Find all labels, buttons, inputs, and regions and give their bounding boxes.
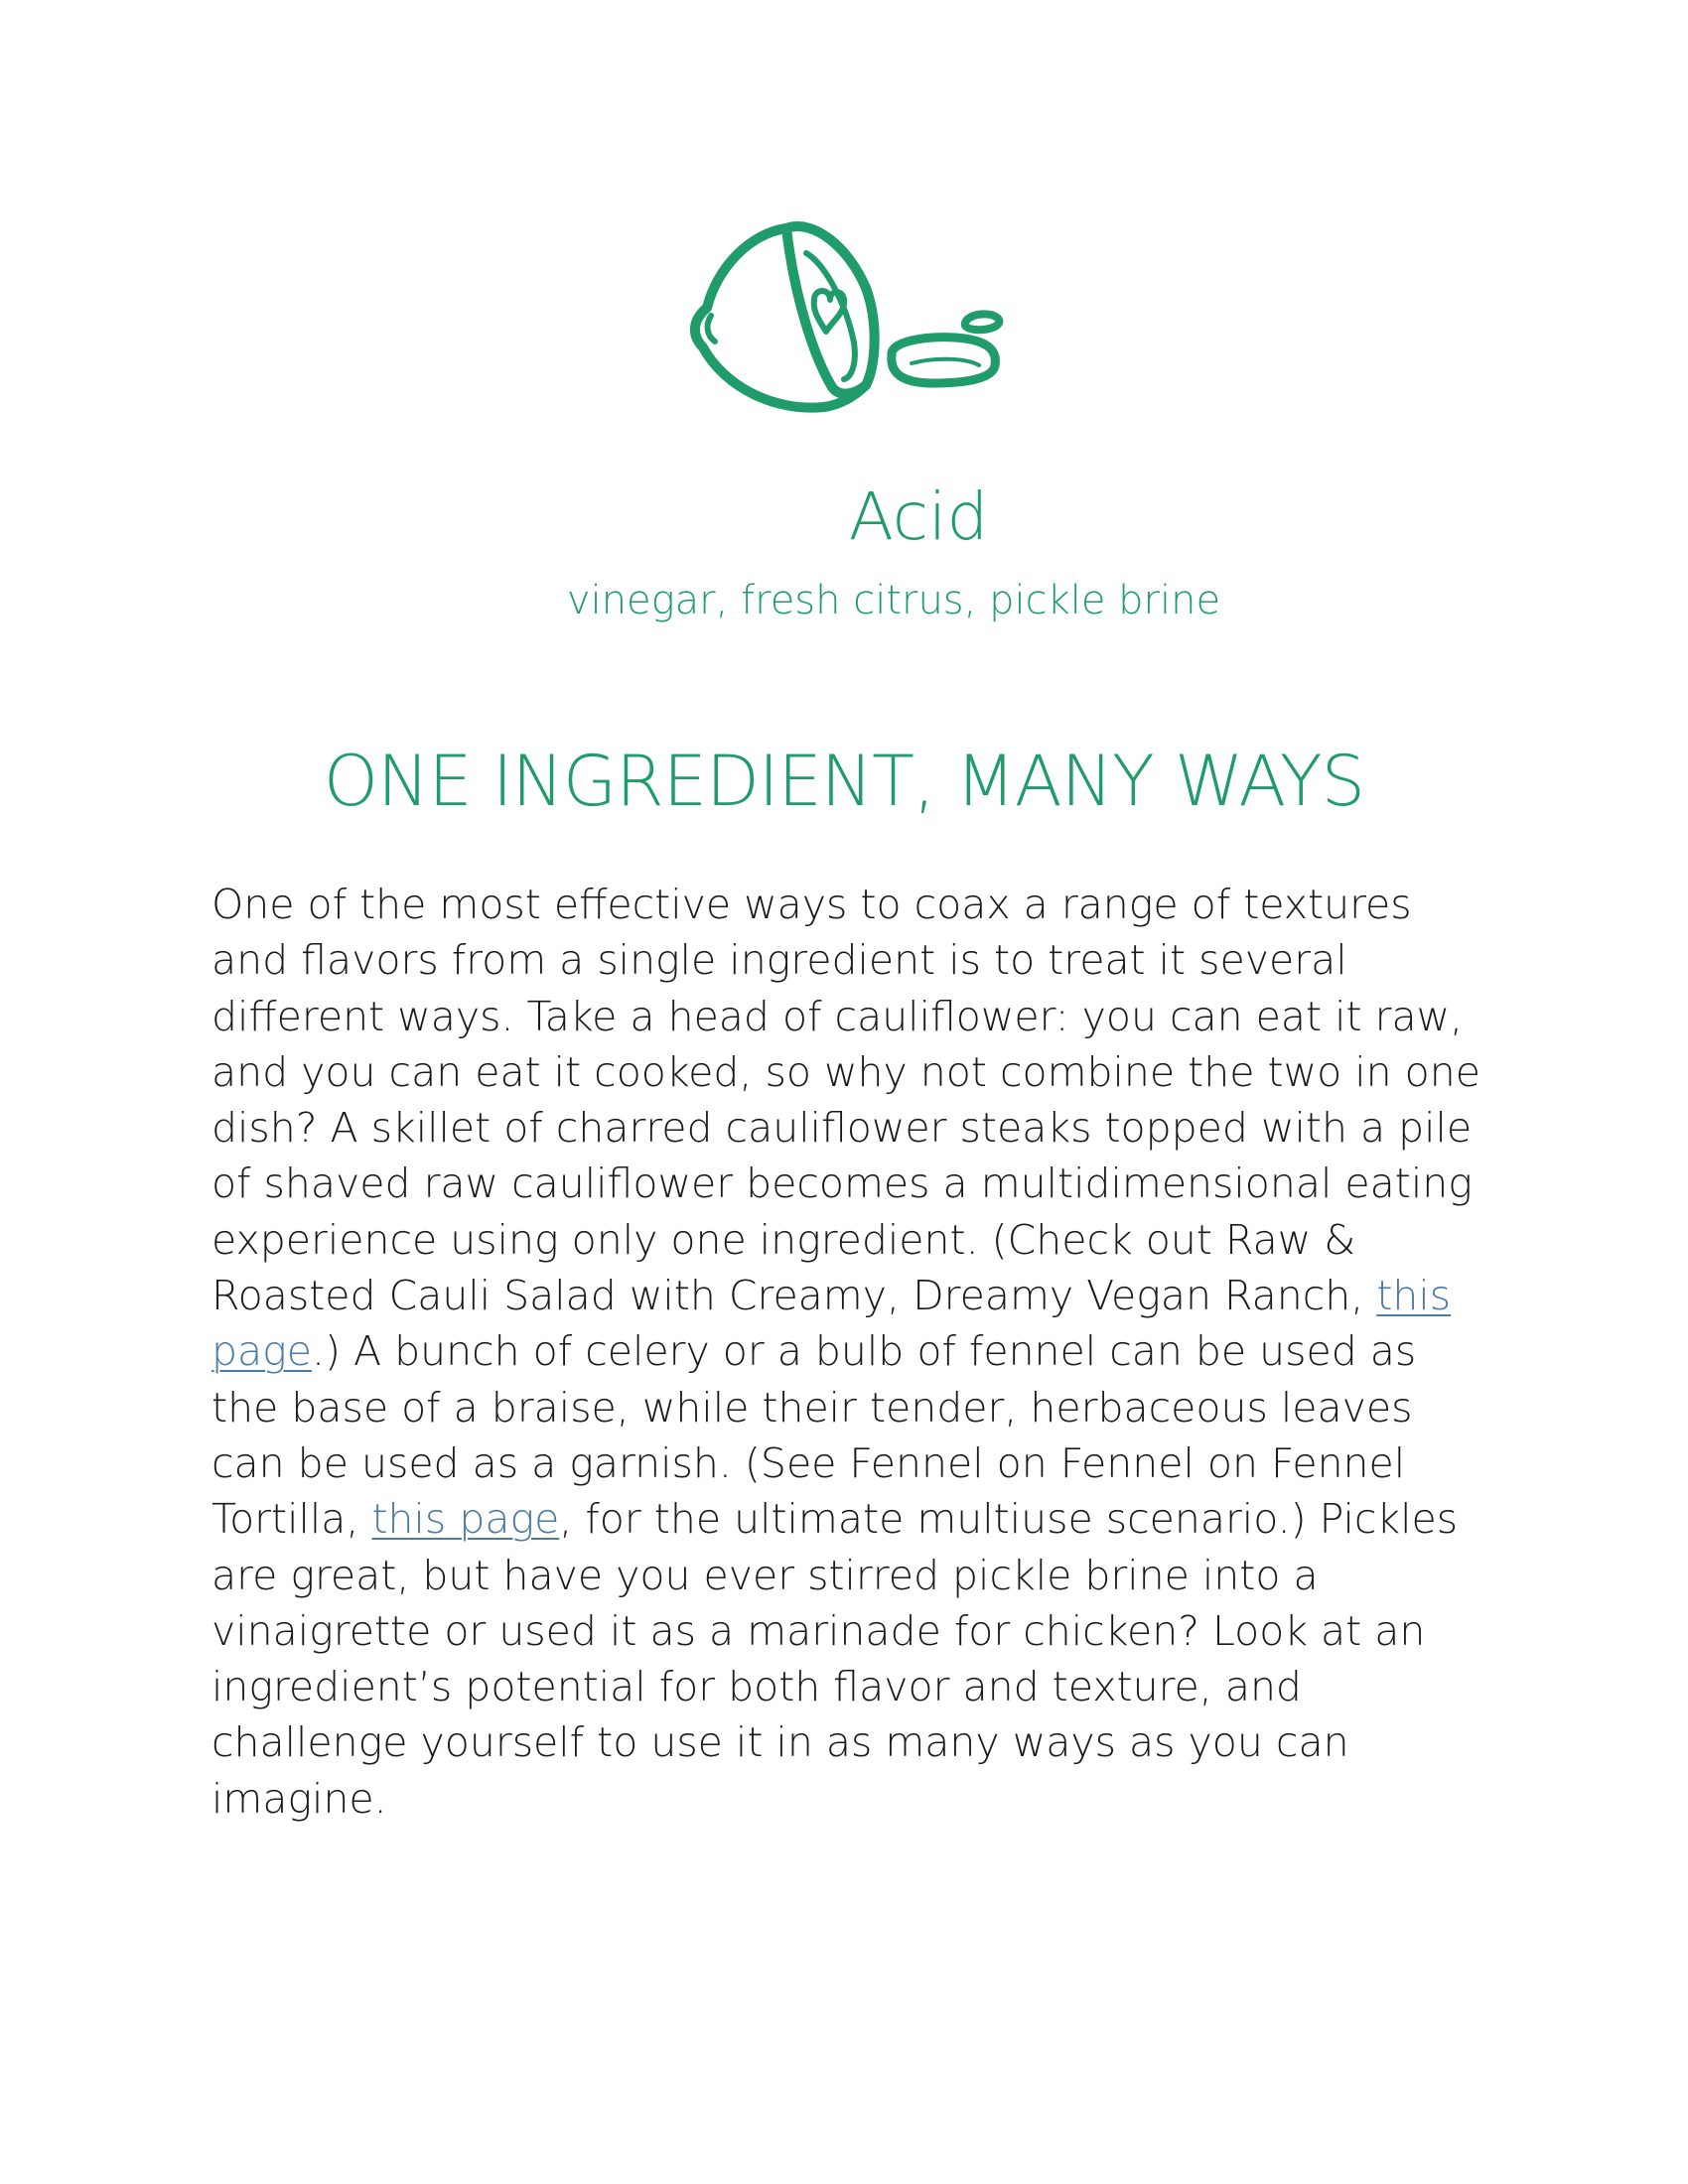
text-line	[211, 877, 1492, 932]
text-run: , for the ultimate multiuse scenario.) Pickles	[559, 1495, 1459, 1544]
text-run: are great, but have you ever stirred pickle brine into a	[211, 1551, 1319, 1599]
lemon-half-icon	[655, 208, 1033, 437]
text-run: dish? A skillet of charred cauliflower steaks topped with a pile	[211, 1104, 1473, 1153]
text-run: and flavors from a single ingredient is to treat it several	[211, 936, 1347, 985]
text-run: of shaved raw cauliflower becomes a multidimensional eating	[211, 1160, 1473, 1208]
text-line	[211, 1156, 1492, 1211]
text-run: imagine.	[211, 1774, 387, 1823]
text-run: vinaigrette or used it as a marinade for chicken? Look at an	[211, 1606, 1426, 1655]
text-line	[211, 1268, 1492, 1323]
text-run: .) A bunch of celery or a bulb of fennel can be used as	[311, 1327, 1417, 1376]
text-run: challenge yourself to use it in as many ways as you can	[211, 1718, 1349, 1767]
text-line	[211, 1659, 1492, 1714]
text-run: can be used as a garnish. (See Fennel on Fennel on Fennel	[211, 1438, 1406, 1487]
text-line	[211, 932, 1492, 988]
text-line	[211, 1044, 1492, 1100]
text-run: ingredient’s potential for both flavor and texture, and	[211, 1663, 1302, 1711]
page-reference-link[interactable]: this page	[371, 1495, 560, 1544]
text-run: and you can eat it cooked, so why not combine the two in one	[211, 1047, 1480, 1096]
text-run: the base of a braise, while their tender, herbaceous leaves	[211, 1383, 1413, 1432]
text-line	[211, 1548, 1492, 1603]
text-line	[211, 1603, 1492, 1659]
text-line	[211, 1100, 1492, 1156]
page-heading: ONE INGREDIENT, MANY WAYS	[323, 741, 1365, 822]
body-paragraph	[211, 877, 1492, 1827]
page-reference-link[interactable]: this	[1376, 1272, 1452, 1320]
text-run: One of the most effective ways to coax a range of textures	[211, 881, 1412, 928]
text-line	[211, 1435, 1492, 1491]
text-line	[211, 1212, 1492, 1268]
text-line	[211, 1323, 1492, 1379]
text-run: Tortilla,	[211, 1495, 372, 1544]
text-line	[211, 1714, 1492, 1770]
section-subtitle: vinegar, fresh citrus, pickle brine	[566, 578, 1221, 623]
page-reference-link[interactable]: page	[211, 1327, 312, 1376]
text-line	[211, 1491, 1492, 1547]
text-line	[211, 1380, 1492, 1435]
section-title: Acid	[848, 478, 989, 555]
text-run: Roasted Cauli Salad with Creamy, Dreamy Vegan Ranch,	[211, 1272, 1377, 1320]
text-line	[211, 989, 1492, 1044]
text-line	[211, 1771, 1492, 1827]
text-run: different ways. Take a head of cauliflower: you can eat it raw,	[211, 992, 1464, 1040]
text-run: experience using only one ingredient. (Check out Raw &	[211, 1215, 1356, 1264]
